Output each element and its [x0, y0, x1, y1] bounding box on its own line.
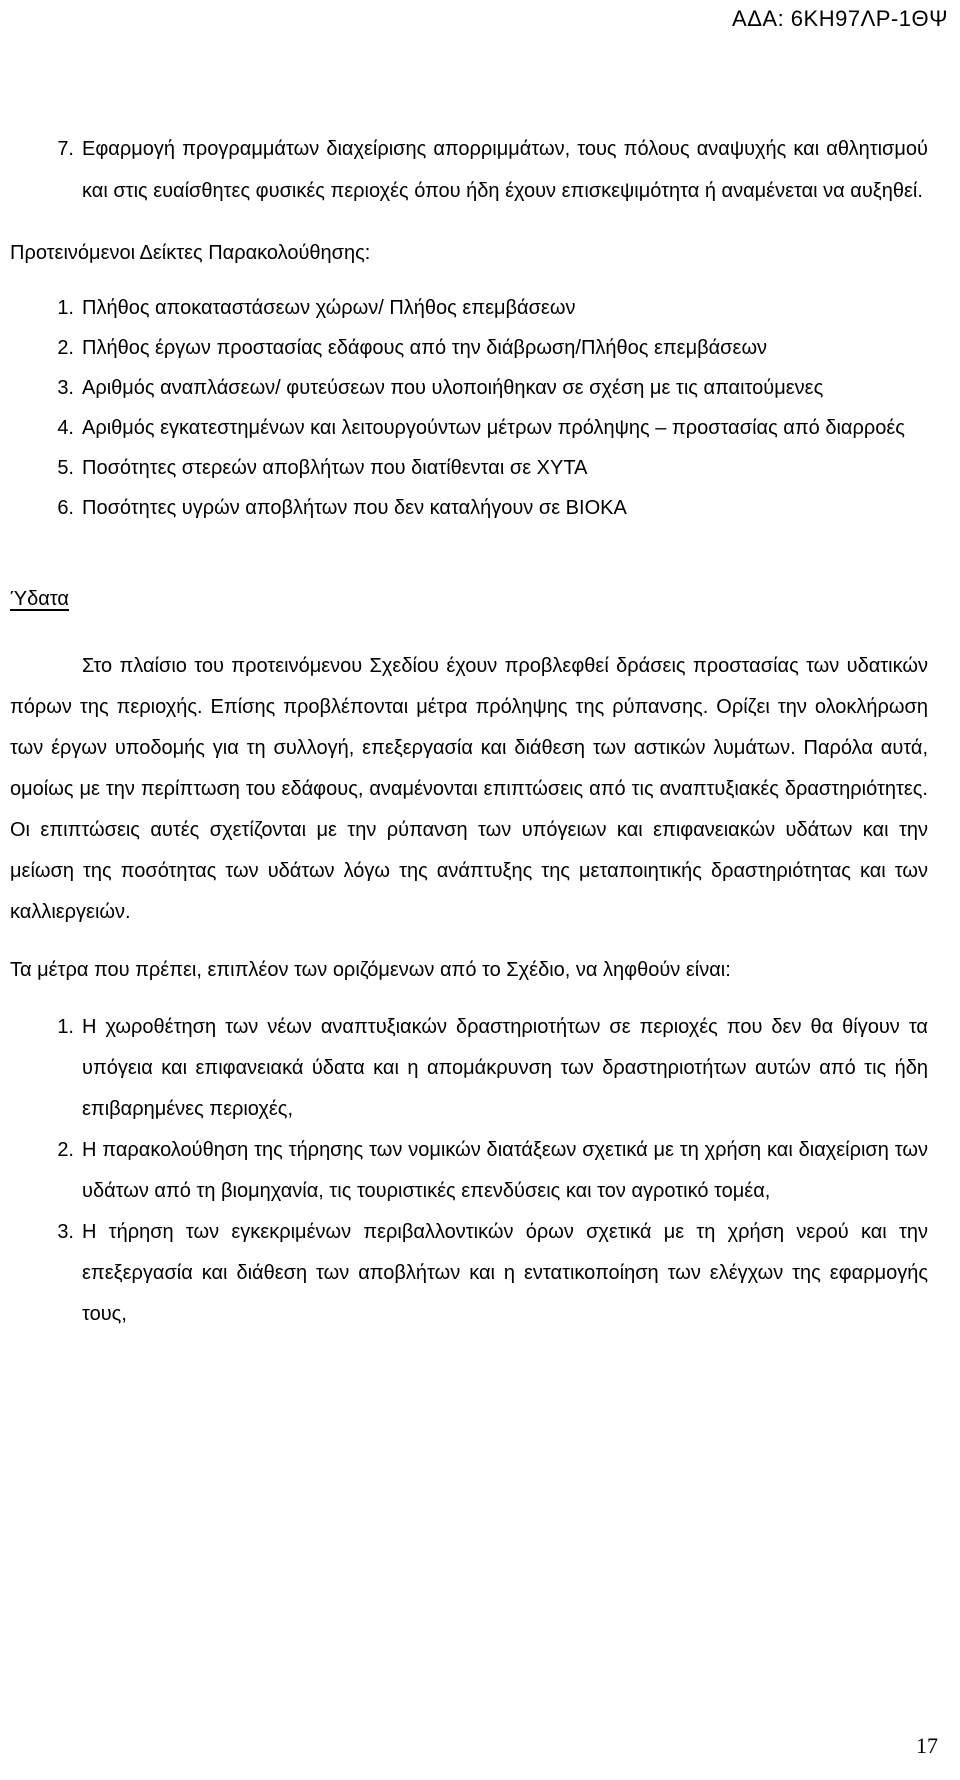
list-item-number: 4.: [57, 417, 74, 439]
list-item-text: Πλήθος έργων προστασίας εδάφους από την διάβρωση/Πλήθος επεμβάσεων: [82, 337, 768, 359]
list-item-text: Ποσότητες υγρών αποβλήτων που δεν καταλήγουν σε ΒΙΟΚΑ: [82, 497, 627, 519]
list-item-number: 7.: [57, 138, 74, 160]
list-item-text: Η χωροθέτηση των νέων αναπτυξιακών δραστηριοτήτων σε περιοχές που δεν θα θίγουν τα υπόγεια και επιφανειακά ύδατα και η απομάκρυνση των δραστηριοτήτων αυτών από τις ήδη επιβαρημένες περιοχές,: [82, 1016, 928, 1120]
list-item-text: Εφαρμογή προγραμμάτων διαχείρισης απορριμμάτων, τους πόλους αναψυχής και αθλητισμού και στις ευαίσθητες φυσικές περιοχές όπου ήδη έχουν επισκεψιμότητα ή αναμένεται να αυξηθεί.: [82, 138, 928, 202]
list-item-text: Αριθμός αναπλάσεων/ φυτεύσεων που υλοποιήθηκαν σε σχέση με τις απαιτούμενες: [82, 377, 824, 399]
page-number: 17: [916, 1733, 938, 1758]
list-item-number: 6.: [57, 497, 74, 519]
list-item: [40, 488, 928, 528]
list-item-number: 3.: [57, 1221, 74, 1243]
measures-list: [40, 1007, 928, 1335]
list-item: [40, 408, 928, 448]
list-item-text: Η τήρηση των εγκεκριμένων περιβαλλοντικών όρων σχετικά με τη χρήση νερού και την επεξεργασία και διάθεση των αποβλήτων και η εντατικοποίηση των ελέγχων της εφαρμογής τους,: [82, 1221, 928, 1325]
indicators-title: Προτεινόμενοι Δείκτες Παρακολούθησης:: [10, 242, 371, 264]
measures-intro: Τα μέτρα που πρέπει, επιπλέον των οριζόμενων από το Σχέδιο, να ληφθούν είναι:: [10, 959, 731, 981]
list-item-text: Πλήθος αποκαταστάσεων χώρων/ Πλήθος επεμβάσεων: [82, 297, 576, 319]
list-item-number: 3.: [57, 377, 74, 399]
list-item: [40, 1007, 928, 1130]
list-item-text: Αριθμός εγκατεστημένων και λειτουργούντων μέτρων πρόληψης – προστασίας από διαρροές: [82, 417, 905, 439]
list-item: [40, 128, 928, 212]
list-item-text: Η παρακολούθηση της τήρησης των νομικών διατάξεων σχετικά με τη χρήση και διαχείριση των υδάτων από τη βιομηχανία, τις τουριστικές επενδύσεις και τον αγροτικό τομέα,: [82, 1139, 928, 1202]
list-item: [40, 368, 928, 408]
list-item-text: Ποσότητες στερεών αποβλήτων που διατίθενται σε ΧΥΤΑ: [82, 457, 588, 479]
list-item-number: 5.: [57, 457, 74, 479]
indicators-list: [40, 288, 928, 528]
list-item-number: 2.: [57, 337, 74, 359]
list-item: [40, 328, 928, 368]
section-heading-water: Ύδατα: [10, 588, 69, 610]
list-item: [40, 448, 928, 488]
list-item: [40, 1212, 928, 1335]
water-paragraph: Στο πλαίσιο του προτεινόμενου Σχεδίου έχουν προβλεφθεί δράσεις προστασίας των υδατικών πόρων της περιοχής. Επίσης προβλέπονται μέτρα πρόληψης της ρύπανσης. Ορίζει την ολοκλήρωση των έργων υποδομής για τη συλλογή, επεξεργασία και διάθεση των αστικών λυμάτων. Παρόλα αυτά, ομοίως με την περίπτωση του εδάφους, αναμένονται επιπτώσεις από τις αναπτυξιακές δραστηριότητες. Οι επιπτώσεις αυτές σχετίζονται με την ρύπανση των υπόγειων και επιφανειακών υδάτων και την μείωση της ποσότητας των υδάτων λόγω της ανάπτυξης της μεταποιητικής δραστηριότητας και των καλλιεργειών.: [10, 655, 928, 923]
list-item-number: 1.: [57, 297, 74, 319]
list-item-number: 2.: [57, 1139, 74, 1161]
list-item: [40, 288, 928, 328]
document-body: [10, 128, 928, 1335]
ada-code: ΑΔΑ: 6ΚΗ97ΛΡ-1ΘΨ: [732, 6, 948, 31]
list-item-number: 1.: [57, 1016, 74, 1038]
list-item: [40, 1130, 928, 1212]
